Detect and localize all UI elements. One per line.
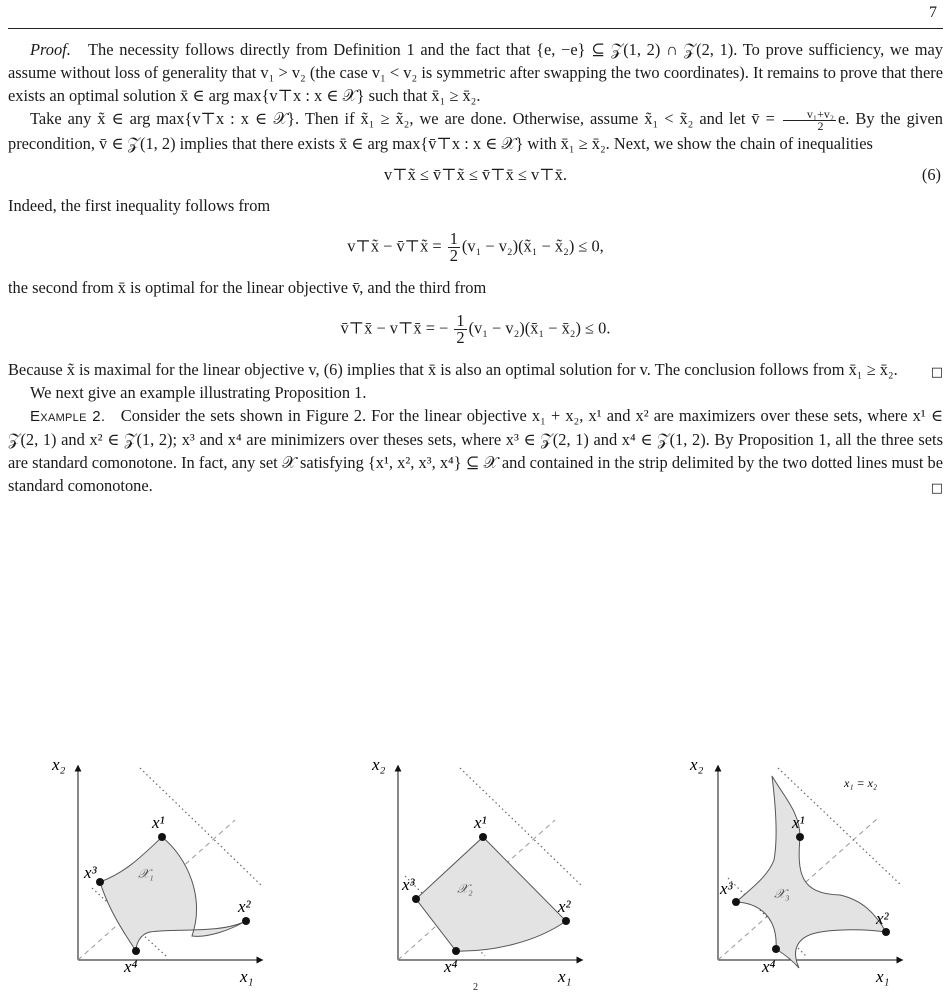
panel-2-point-x4 xyxy=(452,947,460,955)
panel-3-line-label: x₁ = x₂ xyxy=(844,776,878,790)
figure-panel-2 xyxy=(371,755,582,986)
panel-3-label-x2: x² xyxy=(876,909,889,928)
paragraph-example xyxy=(8,404,943,497)
panel-2-point-x2 xyxy=(562,917,570,925)
equation-third-left: v̄⊤x̄ − v⊤x̄ = − xyxy=(340,318,449,337)
figure-panel-3 xyxy=(689,755,902,986)
panel-2-label-x4: x⁴ xyxy=(444,957,458,976)
fraction-vbar-num: v₁+v₂ xyxy=(783,109,836,121)
panel-2-set-label: 𝒳₂ xyxy=(457,881,473,896)
equation-third-right: (v₁ − v₂)(x̄₁ − x̄₂) ≤ 0. xyxy=(468,318,611,337)
panel-3-point-x3 xyxy=(732,898,740,906)
paragraph-conclusion xyxy=(8,358,943,381)
equation-6 xyxy=(8,163,943,186)
paragraph-conclusion-text: Because x̃ is maximal for the linear objective v, (6) implies that x̄ is also an optimal solution for v. The conclusion follows from x̄₁ ≥ x̄₂. xyxy=(8,359,898,379)
panel-1-label-x2: x² xyxy=(238,897,251,916)
panel-1-point-x3 xyxy=(96,878,104,886)
equation-first-left: v⊤x̃ − v̄⊤x̃ = xyxy=(347,236,442,255)
equation-third-den: 2 xyxy=(456,327,465,347)
panel-1-set-shape xyxy=(100,837,246,951)
equation-third-fraction xyxy=(454,310,466,347)
paragraph-take-any xyxy=(8,107,943,155)
panel-2-label-x2: x² xyxy=(558,897,571,916)
equation-first-num: 1 xyxy=(449,228,458,248)
equation-first-fraction xyxy=(448,228,460,265)
panel-1-x-axis-label: x₁ xyxy=(240,967,254,986)
panel-1-y-axis-label: x₂ xyxy=(52,755,66,774)
proof-label: Proof. xyxy=(30,40,71,59)
paragraph-first-inequality: Indeed, the first inequality follows from xyxy=(8,195,271,215)
figure-2 xyxy=(0,738,951,988)
header-rule xyxy=(8,28,943,29)
equation-third-num: 1 xyxy=(456,310,465,330)
panel-2-y-axis-label: x₂ xyxy=(372,755,386,774)
paragraph-next-example: We next give an example illustrating Proposition 1. xyxy=(30,382,367,402)
paragraph-take-any-a: Take any x̃ ∈ arg max{v⊤x : x ∈ 𝒳}. Then if x̃₁ ≥ x̃₂, we are done. Otherwise, assume x̃₁ < x̃₂ and let v̄ = xyxy=(30,109,775,128)
equation-6-tag: (6) xyxy=(921,164,941,184)
example-label: Example 2. xyxy=(30,407,106,425)
panel-2-x-axis-label: x₁ xyxy=(558,967,572,986)
equation-first-right: (v₁ − v₂)(x̃₁ − x̃₂) ≤ 0, xyxy=(461,236,604,255)
equation-first-den: 2 xyxy=(449,245,458,265)
panel-1-label-x1: x¹ xyxy=(152,813,165,832)
fraction-vbar xyxy=(783,106,836,133)
panel-3-point-x4 xyxy=(772,945,780,953)
panel-3-point-x2 xyxy=(882,928,890,936)
proof-paragraph xyxy=(8,38,943,107)
proof-text: The necessity follows directly from Definition 1 and the fact that {e, −e} ⊆ 𝒵(1, 2) ∩ 𝒵(2, 1). To prove sufficiency, we may assume without loss of generality that v₁ > v₂ (the case v₁ < v₂ is symmetric after swapping the two coordinates). It remains to prove that there exists an optimal solution x̄ ∈ arg max{v⊤x : x ∈ 𝒳} such that x̄₁ ≥ x̄₂. xyxy=(8,40,943,105)
panel-3-x-axis-label: x₁ xyxy=(876,967,890,986)
panel-1-point-x4 xyxy=(132,947,140,955)
panel-3-set-label: 𝒳₃ xyxy=(774,886,790,901)
figure-panel-1 xyxy=(51,755,262,986)
equation-first xyxy=(8,228,943,265)
panel-2-label-x3: x³ xyxy=(402,875,415,894)
body-text xyxy=(8,38,943,500)
panel-3-label-x3: x³ xyxy=(720,879,733,898)
panel-1-point-x1 xyxy=(158,833,166,841)
panel-2-point-x1 xyxy=(479,833,487,841)
page-number: 7 xyxy=(929,4,937,21)
panel-2-set-shape xyxy=(416,837,566,951)
panel-1-point-x2 xyxy=(242,917,250,925)
equation-6-body: v⊤x̃ ≤ v̄⊤x̃ ≤ v̄⊤x̄ ≤ v⊤x̄. xyxy=(384,164,567,184)
qed-symbol-example: □ xyxy=(930,480,943,496)
panel-2-point-x3 xyxy=(412,895,420,903)
panel-3-label-x1: x¹ xyxy=(792,813,805,832)
figure-caption-fragment: 2 xyxy=(473,982,478,993)
panel-3-y-axis-label: x₂ xyxy=(690,755,704,774)
panel-1-set-label: 𝒳₁ xyxy=(138,866,154,881)
paragraph-take-any-b: e. By the given precondition, v̄ ∈ 𝒵(1, 2) implies that there exists x̄ ∈ arg max{v̄⊤x : x ∈ 𝒳} with x̄₁ ≥ x̄₂. Next, we show the chain of inequalities xyxy=(8,109,943,153)
fraction-vbar-den: 2 xyxy=(817,118,824,133)
panel-1-label-x4: x⁴ xyxy=(124,957,138,976)
equation-third xyxy=(8,310,943,347)
panel-3-set-shape xyxy=(736,776,886,968)
panel-1-label-x3: x³ xyxy=(84,863,97,882)
panel-3-point-x1 xyxy=(796,833,804,841)
panel-3-label-x4: x⁴ xyxy=(762,957,776,976)
qed-symbol: □ xyxy=(930,364,943,380)
paragraph-second-third: the second from x̄ is optimal for the linear objective v̄, and the third from xyxy=(8,277,487,297)
example-text: Consider the sets shown in Figure 2. For the linear objective x₁ + x₂, x¹ and x² are maximizers over these sets, where x¹ ∈ 𝒵(2, 1) and x² ∈ 𝒵(1, 2); x³ and x⁴ are minimizers over theses sets, where x³ ∈ 𝒵(2, 1) and x⁴ ∈ 𝒵(1, 2). By Proposition 1, all the three sets are standard comonotone. In fact, any set 𝒳 satisfying {x¹, x², x³, x⁴} ⊆ 𝒳 and contained in the strip delimited by the two dotted lines must be standard comonotone. xyxy=(8,405,943,495)
panel-2-label-x1: x¹ xyxy=(474,813,487,832)
